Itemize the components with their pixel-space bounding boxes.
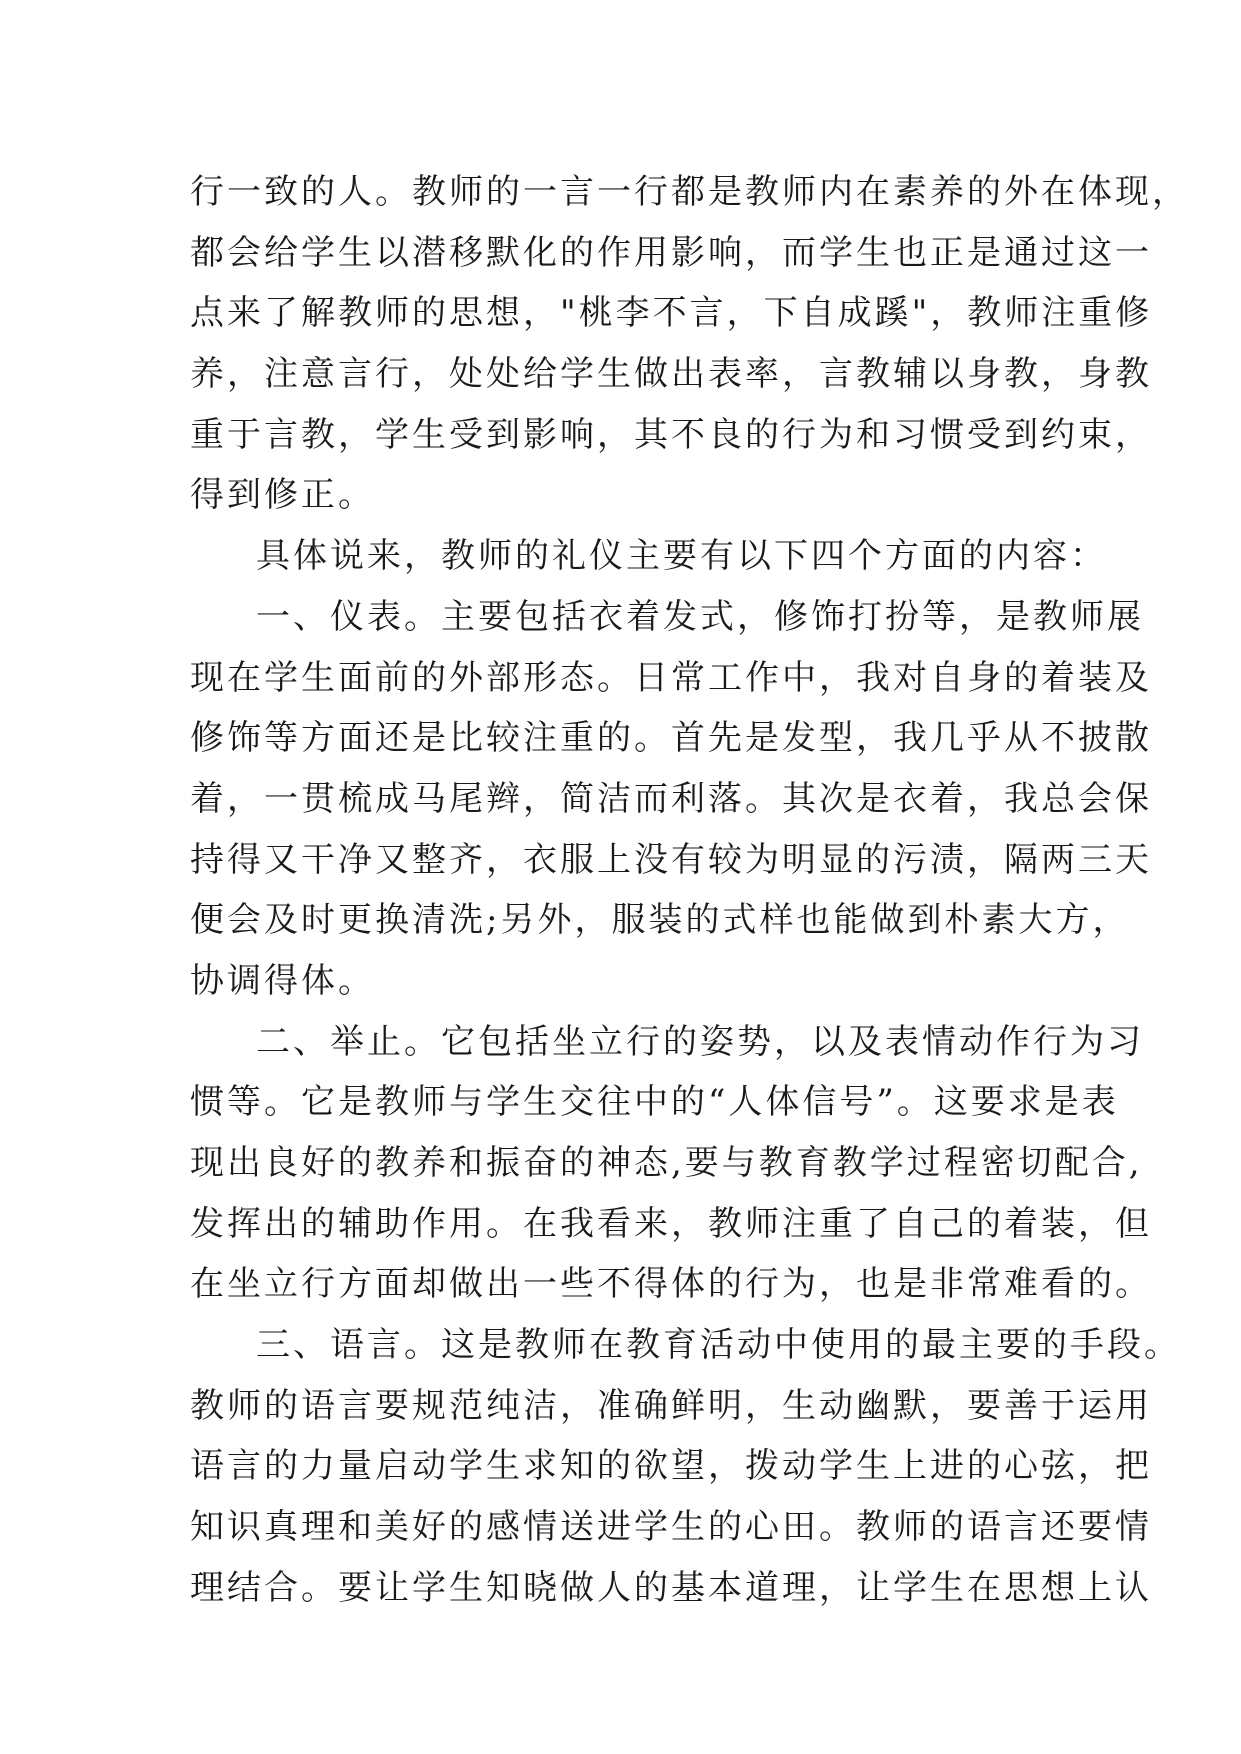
text-line: 在坐立行方面却做出一些不得体的行为，也是非常难看的。 (190, 1264, 1152, 1305)
text-line: 持得又干净又整齐，衣服上没有较为明显的污渍，隔两三天 (190, 839, 1152, 880)
text-line: 得到修正。 (190, 475, 375, 516)
text-line: 修饰等方面还是比较注重的。首先是发型，我几乎从不披散 (190, 718, 1152, 759)
text-line: 行一致的人。教师的一言一行都是教师内在素养的外在体现， (190, 172, 1189, 212)
text-line: 语言的力量启动学生求知的欲望，拨动学生上进的心弦，把 (190, 1446, 1152, 1487)
paragraph-intro-line: 具体说来，教师的礼仪主要有以下四个方面的内容： (256, 536, 1107, 577)
text-line: 便会及时更换清洗;另外，服装的式样也能做到朴素大方， (190, 900, 1130, 941)
text-line: 都会给学生以潜移默化的作用影响，而学生也正是通过这一 (190, 232, 1152, 273)
text-line: 点来了解教师的思想，"桃李不言，下自成蹊"，教师注重修 (190, 293, 1153, 334)
text-line: 教师的语言要规范纯洁，准确鲜明，生动幽默，要善于运用 (190, 1385, 1152, 1426)
text-line: 理结合。要让学生知晓做人的基本道理，让学生在思想上认 (190, 1567, 1152, 1608)
text-line: 惯等。它是教师与学生交往中的“人体信号”。这要求是表 (190, 1082, 1119, 1123)
text-line: 重于言教，学生受到影响，其不良的行为和习惯受到约束， (190, 414, 1152, 455)
document-body (190, 162, 1189, 1619)
text-line: 着，一贯梳成马尾辫，简洁而利落。其次是衣着，我总会保 (190, 778, 1152, 819)
text-line: 养，注意言行，处处给学生做出表率，言教辅以身教，身教 (190, 354, 1152, 395)
section-heading-line-appearance: 一、仪表。主要包括衣着发式，修饰打扮等，是教师展 (256, 596, 1144, 637)
text-line: 现出良好的教养和振奋的神态,要与教育教学过程密切配合, (190, 1143, 1143, 1183)
text-line: 发挥出的辅助作用。在我看来，教师注重了自己的着装，但 (190, 1203, 1152, 1244)
text-line: 协调得体。 (190, 960, 375, 1001)
text-line: 现在学生面前的外部形态。日常工作中，我对自身的着装及 (190, 657, 1152, 698)
section-heading-line-behavior: 二、举止。它包括坐立行的姿势，以及表情动作行为习 (256, 1021, 1144, 1062)
text-line: 知识真理和美好的感情送进学生的心田。教师的语言还要情 (190, 1507, 1152, 1548)
section-heading-line-language: 三、语言。这是教师在教育活动中使用的最主要的手段。 (256, 1325, 1181, 1366)
